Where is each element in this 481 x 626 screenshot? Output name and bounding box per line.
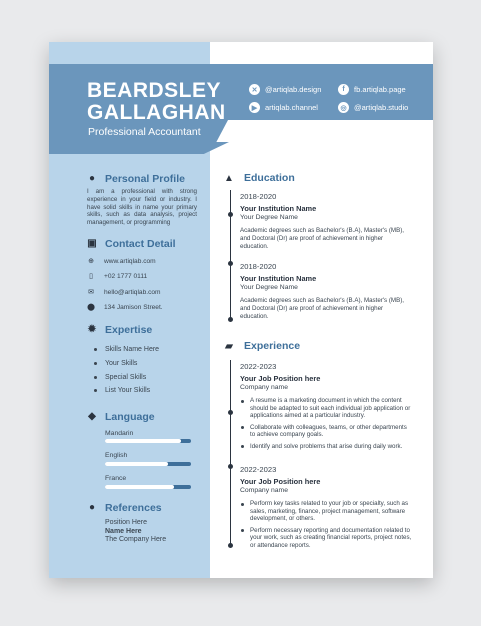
facebook-icon: f bbox=[338, 84, 349, 95]
entry-years: 2018-2020 bbox=[240, 192, 277, 201]
language-name: English bbox=[105, 452, 128, 459]
degree-name: Your Degree Name bbox=[240, 284, 298, 291]
chat-bubble-icon: ◆ bbox=[88, 411, 96, 422]
last-name: GALLAGHAN bbox=[87, 101, 226, 124]
language-name: Mandarin bbox=[105, 430, 134, 437]
briefcase-icon: ▰ bbox=[225, 340, 233, 352]
institution-name: Your Institution Name bbox=[240, 274, 317, 283]
social-handle: artiqlab.channel bbox=[265, 103, 318, 112]
resume-page bbox=[49, 42, 433, 578]
entry-years: 2018-2020 bbox=[240, 262, 277, 271]
institution-name: Your Institution Name bbox=[240, 204, 317, 213]
expertise-item: Special Skills bbox=[94, 374, 146, 381]
responsibility-item: A resume is a marketing document in which the content should be adapted to suit each individual job application or applications aimed at a particular industry. bbox=[240, 397, 412, 420]
expertise-item: Your Skills bbox=[94, 360, 137, 367]
graduation-cap-icon: ▲ bbox=[224, 172, 234, 184]
language-level-bar bbox=[105, 439, 191, 443]
timeline-dot bbox=[228, 261, 233, 266]
timeline-dot bbox=[228, 464, 233, 469]
timeline-dot bbox=[228, 317, 233, 322]
reference-position: Position Here bbox=[105, 519, 148, 526]
language-name: France bbox=[105, 475, 127, 482]
company-name: Company name bbox=[240, 487, 288, 494]
responsibility-item: Collaborate with colleagues, teams, or other departments to achieve company goals. bbox=[240, 424, 412, 439]
contact-phone[interactable]: ▯ +02 1777 0111 bbox=[87, 272, 147, 280]
education-entry bbox=[240, 192, 412, 250]
education-heading: ▲ Education bbox=[224, 172, 295, 184]
person-icon: ● bbox=[88, 502, 96, 513]
job-position: Your Job Position here bbox=[240, 374, 321, 383]
expertise-item: Skills Name Here bbox=[94, 346, 159, 353]
company-name: Company name bbox=[240, 384, 288, 391]
header-tab bbox=[49, 142, 229, 154]
contact-card-icon: ▣ bbox=[87, 238, 97, 249]
social-handle: fb.artiqlab.page bbox=[354, 85, 406, 94]
entry-years: 2022-2023 bbox=[240, 465, 277, 474]
social-item[interactable] bbox=[338, 84, 406, 95]
responsibility-list bbox=[240, 500, 412, 550]
references-heading: ● References bbox=[88, 502, 162, 514]
globe-icon: ⊕ bbox=[88, 258, 94, 265]
experience-entry bbox=[240, 465, 412, 554]
education-timeline bbox=[230, 190, 231, 320]
phone-icon: ▯ bbox=[89, 273, 93, 280]
language-level-fill bbox=[105, 462, 168, 466]
social-handle: @artiqlab.studio bbox=[354, 103, 409, 112]
reference-company: The Company Here bbox=[105, 536, 167, 543]
contact-email[interactable]: ✉ hello@artiqlab.com bbox=[88, 288, 161, 296]
responsibility-list bbox=[240, 397, 412, 451]
gear-icon: ✹ bbox=[87, 324, 97, 335]
play-icon: ▶ bbox=[249, 102, 260, 113]
contact-website[interactable]: ⊕ www.artiqlab.com bbox=[88, 257, 156, 265]
experience-entry bbox=[240, 362, 412, 455]
profession-title: Professional Accountant bbox=[88, 126, 201, 138]
timeline-dot bbox=[228, 543, 233, 548]
social-item[interactable] bbox=[338, 102, 408, 113]
profile-text: I am a professional with strong experience in your field or industry. I have solid skills in name your primary skills, such as data analysis, project management, or programming bbox=[87, 188, 197, 227]
responsibility-item: Perform key tasks related to your job or specialty, such as sales, marketing, finance, project management, software development, or others. bbox=[240, 500, 412, 523]
profile-heading: ● Personal Profile bbox=[88, 173, 185, 185]
language-level-fill bbox=[105, 439, 181, 443]
experience-heading: ▰ Experience bbox=[225, 340, 301, 352]
education-entry bbox=[240, 262, 412, 320]
degree-name: Your Degree Name bbox=[240, 214, 298, 221]
location-icon: ⬤ bbox=[87, 304, 95, 311]
person-icon: ● bbox=[88, 173, 96, 184]
language-level-bar bbox=[105, 485, 191, 489]
language-level-fill bbox=[105, 485, 174, 489]
language-heading: ◆ Language bbox=[88, 411, 155, 423]
entry-description: Academic degrees such as Bachelor's (B.A), Master's (MB), and Doctoral (Dr) are proof of achievement in higher education. bbox=[240, 227, 404, 250]
first-name: BEARDSLEY bbox=[87, 79, 222, 102]
reference-name: Name Here bbox=[105, 528, 142, 535]
timeline-dot bbox=[228, 410, 233, 415]
entry-years: 2022-2023 bbox=[240, 362, 277, 371]
contact-heading: ▣ Contact Detail bbox=[87, 238, 176, 250]
x-icon: ✕ bbox=[249, 84, 260, 95]
social-handle: @artiqlab.design bbox=[265, 85, 322, 94]
expertise-heading: ✹ Expertise bbox=[87, 324, 153, 336]
responsibility-item: Identify and solve problems that arise during daily work. bbox=[240, 443, 412, 451]
expertise-item: List Your Skills bbox=[94, 387, 150, 394]
header-white-cut bbox=[210, 120, 433, 154]
language-level-bar bbox=[105, 462, 191, 466]
social-item[interactable] bbox=[249, 84, 321, 95]
email-icon: ✉ bbox=[88, 289, 94, 296]
entry-description: Academic degrees such as Bachelor's (B.A), Master's (MB), and Doctoral (Dr) are proof of achievement in higher education. bbox=[240, 297, 404, 320]
experience-timeline bbox=[230, 360, 231, 546]
contact-address: ⬤ 134 Jamison Street. bbox=[87, 303, 163, 311]
social-item[interactable] bbox=[249, 102, 318, 113]
job-position: Your Job Position here bbox=[240, 477, 321, 486]
instagram-icon: ◎ bbox=[338, 102, 349, 113]
timeline-dot bbox=[228, 212, 233, 217]
responsibility-item: Perform necessary reporting and documentation related to your work, such as creating financial reports, project notes, or attendance reports. bbox=[240, 527, 412, 550]
